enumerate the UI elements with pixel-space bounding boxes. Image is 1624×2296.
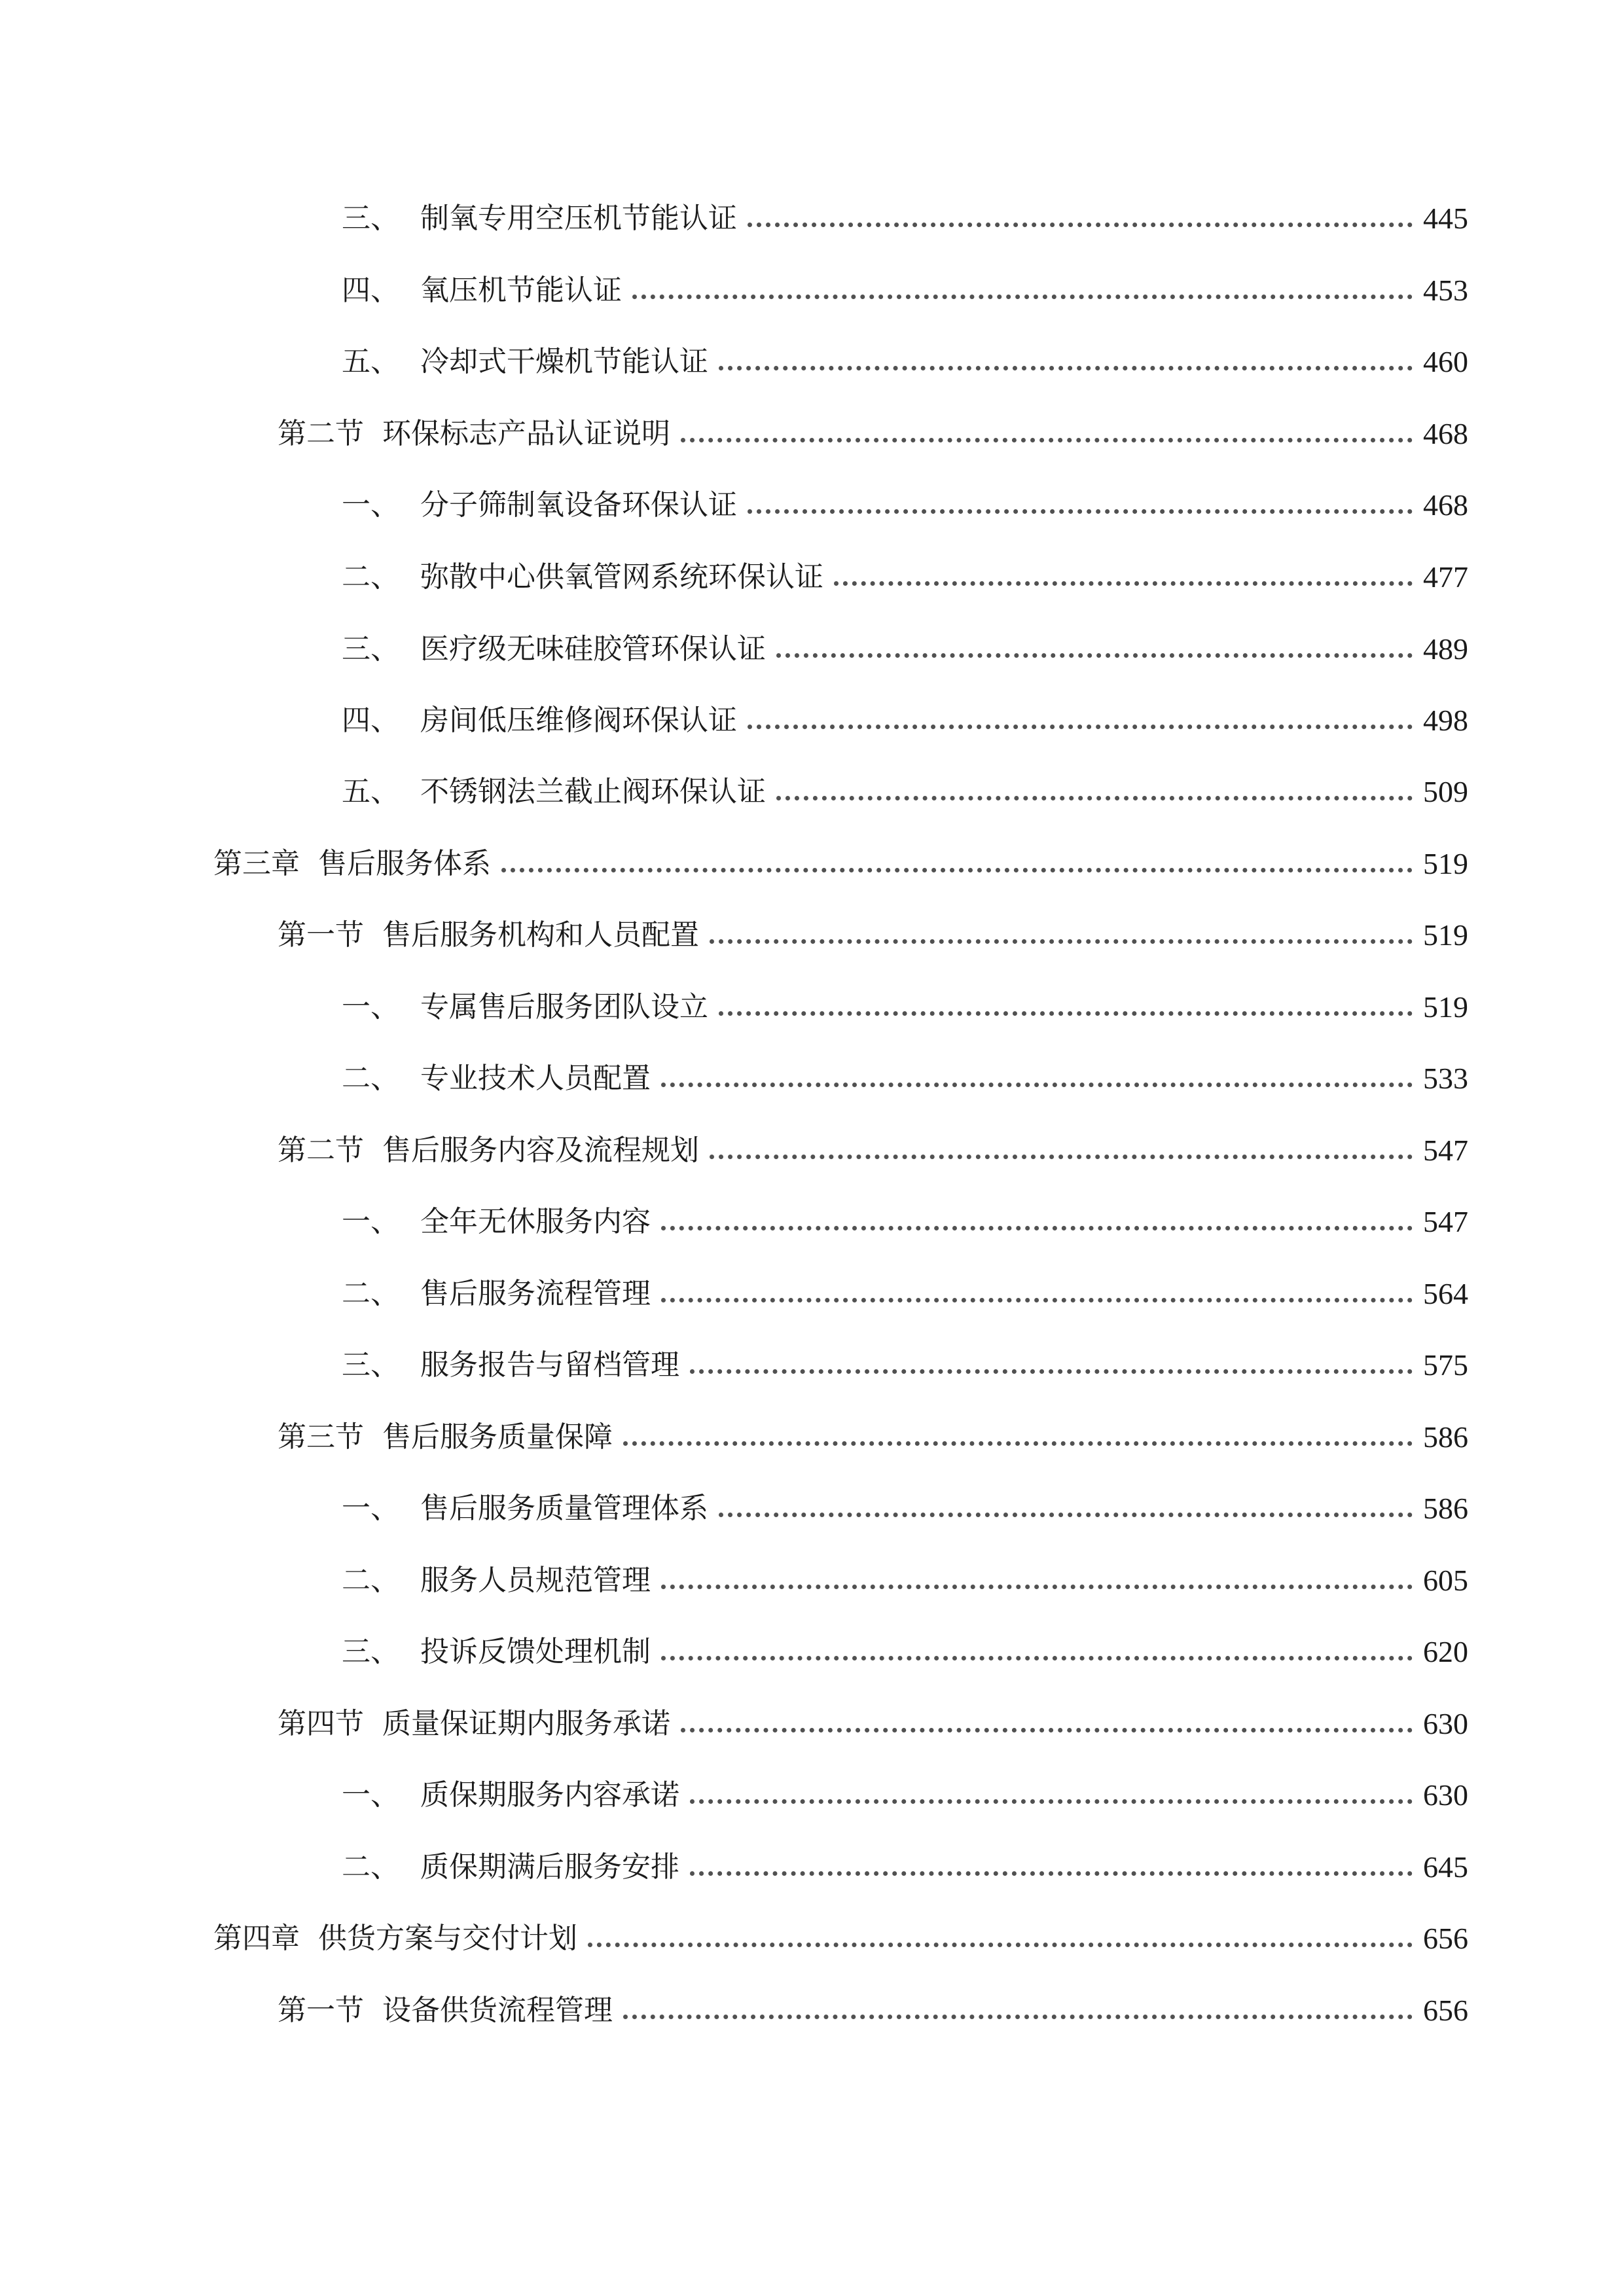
toc-entry-title: 弥散中心供氧管网系统环保认证 (420, 560, 823, 594)
dot-leader (710, 1155, 1413, 1159)
toc-entry[interactable] (342, 1626, 1468, 1678)
dot-leader (623, 1441, 1413, 1446)
toc-entry-page: 564 (1423, 1277, 1468, 1310)
dot-leader (690, 1799, 1413, 1804)
toc-entry-title: 设备供货流程管理 (382, 1994, 613, 2027)
toc-entry-page: 605 (1423, 1564, 1468, 1597)
toc-entry-label: 三、 (342, 632, 399, 666)
dot-leader (719, 1513, 1413, 1517)
toc-entry-page: 509 (1423, 775, 1468, 808)
toc-entry-title: 质量保证期内服务承诺 (382, 1707, 670, 1740)
toc-entry-page: 519 (1423, 847, 1468, 880)
toc-entry-page: 498 (1423, 704, 1468, 737)
toc-entry-label: 第二节 (278, 417, 364, 450)
toc-entry-page: 453 (1423, 274, 1468, 307)
dot-leader (681, 1728, 1413, 1732)
toc-entry-label: 第三节 (278, 1420, 364, 1454)
toc-entry[interactable] (342, 694, 1468, 747)
dot-leader (748, 509, 1413, 514)
toc-entry[interactable] (278, 1698, 1468, 1750)
toc-entry-label: 三、 (342, 1348, 399, 1382)
toc-entry-label: 第二节 (278, 1134, 364, 1167)
toc-entry-label: 一、 (342, 1778, 399, 1812)
toc-entry-title: 全年无休服务内容 (420, 1205, 651, 1238)
toc-entry-title: 医疗级无味硅胶管环保认证 (420, 632, 766, 666)
toc-entry[interactable] (278, 1124, 1468, 1177)
toc-entry-title: 供货方案与交付计划 (318, 1922, 577, 1955)
toc-entry-page: 547 (1423, 1205, 1468, 1238)
toc-entry[interactable] (342, 1339, 1468, 1391)
toc-entry[interactable] (342, 1841, 1468, 1893)
toc-entry-page: 620 (1423, 1635, 1468, 1668)
toc-entry-page: 445 (1423, 202, 1468, 235)
toc-entry-title: 氧压机节能认证 (420, 274, 622, 307)
toc-entry-title: 售后服务机构和人员配置 (382, 918, 699, 952)
toc-entry-title: 不锈钢法兰截止阀环保认证 (420, 775, 766, 808)
toc-entry-title: 质保期服务内容承诺 (420, 1778, 679, 1812)
toc-entry[interactable] (342, 1052, 1468, 1105)
dot-leader (710, 939, 1413, 944)
dot-leader (834, 581, 1413, 586)
toc-entry[interactable] (342, 479, 1468, 531)
toc-entry[interactable] (278, 1411, 1468, 1463)
toc-entry-title: 售后服务体系 (318, 847, 491, 880)
dot-leader (623, 2015, 1413, 2019)
toc-entry-label: 二、 (342, 560, 399, 594)
toc-entry-label: 五、 (342, 775, 399, 808)
toc-entry-label: 五、 (342, 345, 399, 378)
toc-entry-title: 分子筛制氧设备环保认证 (420, 488, 737, 522)
toc-entry-label: 二、 (342, 1062, 399, 1095)
toc-entry-label: 第四节 (278, 1707, 364, 1740)
toc-entry[interactable] (342, 981, 1468, 1033)
dot-leader (690, 1369, 1413, 1374)
toc-entry-title: 制氧专用空压机节能认证 (420, 202, 737, 235)
toc-entry[interactable] (342, 766, 1468, 818)
toc-entry-title: 服务报告与留档管理 (420, 1348, 679, 1382)
toc-entry-label: 三、 (342, 202, 399, 235)
toc-entry-page: 656 (1423, 1994, 1468, 2027)
toc-entry[interactable] (342, 192, 1468, 245)
toc-entry-page: 468 (1423, 488, 1468, 522)
toc-entry-page: 519 (1423, 990, 1468, 1024)
toc-entry-title: 冷却式干燥机节能认证 (420, 345, 708, 378)
toc-entry-label: 第三章 (213, 847, 300, 880)
toc-entry[interactable] (213, 1912, 1468, 1965)
dot-leader (661, 1298, 1413, 1302)
toc-entry-title: 售后服务质量管理体系 (420, 1492, 708, 1525)
toc-entry-label: 第一节 (278, 918, 364, 952)
toc-entry-page: 575 (1423, 1348, 1468, 1382)
toc-entry[interactable] (342, 1554, 1468, 1607)
toc-entry-label: 一、 (342, 990, 399, 1024)
toc-entry[interactable] (278, 909, 1468, 961)
dot-leader (681, 438, 1413, 442)
toc-entry[interactable] (213, 838, 1468, 890)
toc-entry[interactable] (342, 264, 1468, 317)
dot-leader (661, 1656, 1413, 1660)
toc-entry-page: 489 (1423, 632, 1468, 666)
toc-entry-label: 一、 (342, 488, 399, 522)
toc-entry-title: 环保标志产品认证说明 (382, 417, 670, 450)
toc-entry-label: 二、 (342, 1277, 399, 1310)
dot-leader (661, 1585, 1413, 1589)
dot-leader (776, 796, 1413, 800)
toc-entry-page: 468 (1423, 417, 1468, 450)
toc-entry-page: 460 (1423, 345, 1468, 378)
dot-leader (661, 1083, 1413, 1087)
dot-leader (588, 1943, 1413, 1947)
toc-entry-title: 专业技术人员配置 (420, 1062, 651, 1095)
toc-entry-title: 售后服务质量保障 (382, 1420, 613, 1454)
dot-leader (632, 295, 1413, 299)
toc-entry-title: 房间低压维修阀环保认证 (420, 704, 737, 737)
toc-entry-title: 质保期满后服务安排 (420, 1850, 679, 1884)
toc-entry[interactable] (342, 623, 1468, 675)
toc-entry-page: 477 (1423, 560, 1468, 594)
toc-entry[interactable] (342, 336, 1468, 388)
toc-entry[interactable] (278, 1984, 1468, 2037)
toc-entry-page: 533 (1423, 1062, 1468, 1095)
toc-entry-page: 586 (1423, 1492, 1468, 1525)
dot-leader (719, 366, 1413, 370)
toc-entry-title: 投诉反馈处理机制 (420, 1635, 651, 1668)
toc-entry-label: 第四章 (213, 1922, 300, 1955)
toc-entry-label: 一、 (342, 1205, 399, 1238)
toc-entry-page: 547 (1423, 1134, 1468, 1167)
toc-entry-page: 656 (1423, 1922, 1468, 1955)
dot-leader (776, 653, 1413, 658)
dot-leader (690, 1871, 1413, 1876)
toc-entry-page: 630 (1423, 1707, 1468, 1740)
toc-entry-page: 630 (1423, 1778, 1468, 1812)
toc-entry-label: 三、 (342, 1635, 399, 1668)
dot-leader (661, 1226, 1413, 1230)
toc-entry-label: 第一节 (278, 1994, 364, 2027)
dot-leader (748, 223, 1413, 227)
toc-entry-label: 一、 (342, 1492, 399, 1525)
toc-entry[interactable] (278, 408, 1468, 460)
dot-leader (501, 868, 1413, 872)
toc-entry-title: 服务人员规范管理 (420, 1564, 651, 1597)
toc-entry-title: 售后服务内容及流程规划 (382, 1134, 699, 1167)
toc-entry-page: 519 (1423, 918, 1468, 952)
toc-entry-page: 586 (1423, 1420, 1468, 1454)
dot-leader (719, 1011, 1413, 1016)
toc-entry-label: 四、 (342, 704, 399, 737)
toc-entry[interactable] (342, 1482, 1468, 1535)
toc-entry[interactable] (342, 1769, 1468, 1821)
dot-leader (748, 725, 1413, 729)
toc-entry-title: 售后服务流程管理 (420, 1277, 651, 1310)
toc-entry-page: 645 (1423, 1850, 1468, 1884)
toc-entry-label: 二、 (342, 1564, 399, 1597)
toc-entry[interactable] (342, 1268, 1468, 1320)
toc-entry[interactable] (342, 551, 1468, 603)
toc-entry-label: 四、 (342, 274, 399, 307)
toc-entry[interactable] (342, 1196, 1468, 1248)
toc-entry-title: 专属售后服务团队设立 (420, 990, 708, 1024)
toc-entry-label: 二、 (342, 1850, 399, 1884)
